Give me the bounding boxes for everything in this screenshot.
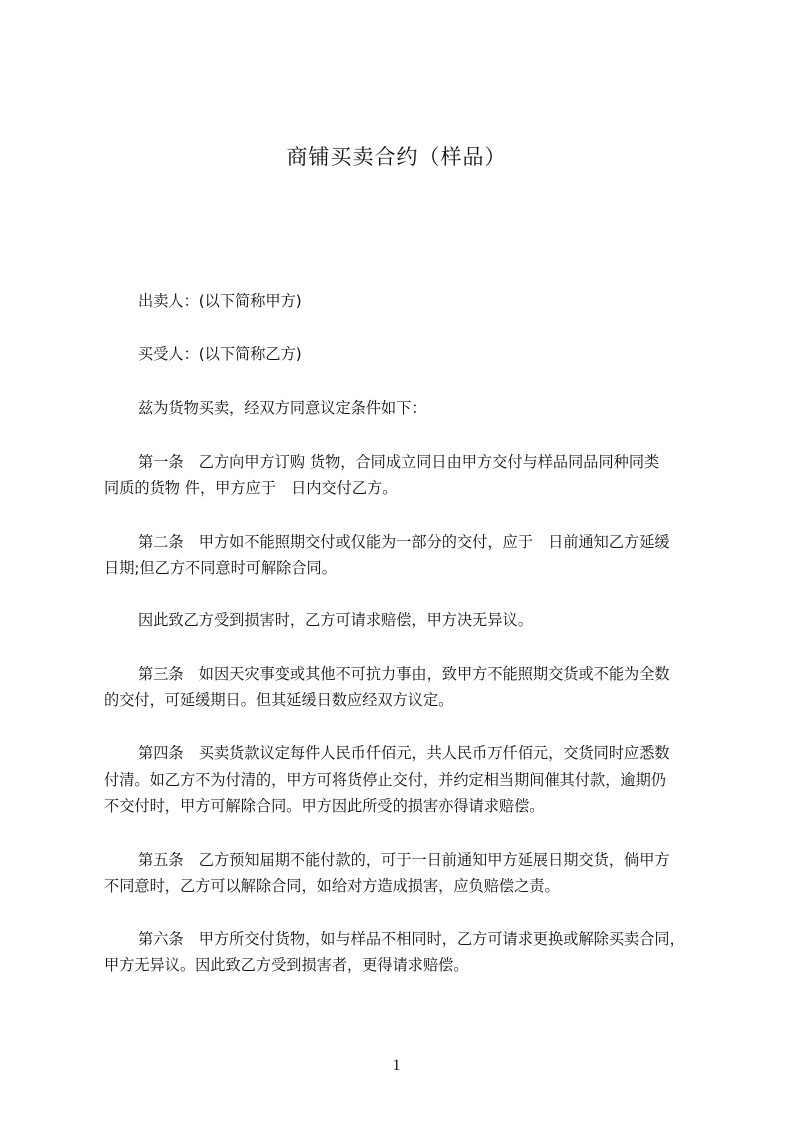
- article-3-line-1: 第三条 如因天灾事变或其他不可抗力事由，致甲方不能照期交货或不能为全数: [138, 665, 670, 683]
- intro-line: 兹为货物买卖，经双方同意议定条件如下：: [138, 399, 427, 417]
- article-4-line-2: 付清。如乙方不为付清的，甲方可将货停止交付，并约定相当期间催其付款，逾期仍: [104, 771, 666, 789]
- article-4-line-3: 不交付时，甲方可解除合同。甲方因此所受的损害亦得请求赔偿。: [104, 797, 545, 815]
- page-number: 1: [392, 1057, 401, 1074]
- article-4-line-1: 第四条 买卖货款议定每件人民币仟佰元，共人民币万仟佰元，交货同时应悉数: [138, 744, 670, 762]
- article-6-line-1: 第六条 甲方所交付货物，如与样品不相同时，乙方可请求更换或解除买卖合同，: [138, 930, 685, 948]
- article-6-line-2: 甲方无异议。因此致乙方受到损害者，更得请求赔偿。: [104, 956, 469, 974]
- article-2-line-2: 日期;但乙方不同意时可解除合同。: [104, 559, 337, 577]
- article-5-line-2: 不同意时，乙方可以解除合同，如给对方造成损害，应负赔偿之责。: [104, 877, 560, 895]
- article-2-line-3: 因此致乙方受到损害时，乙方可请求赔偿，甲方决无异议。: [138, 611, 533, 629]
- document-title: 商铺买卖合约（样品）: [286, 145, 507, 169]
- buyer-line: 买受人：(以下简称乙方): [138, 345, 302, 363]
- article-1-line-2: 同质的货物 件，甲方应于 日内交付乙方。: [104, 479, 398, 497]
- seller-line: 出卖人：(以下简称甲方): [138, 292, 302, 310]
- article-3-line-2: 的交付，可延缓期日。但其延缓日数应经双方议定。: [104, 691, 454, 709]
- article-2-line-1: 第二条 甲方如不能照期交付或仅能为一部分的交付，应于 日前通知乙方延缓: [138, 533, 670, 551]
- article-5-line-1: 第五条 乙方预知届期不能付款的，可于一日前通知甲方延展日期交货，倘甲方: [138, 851, 670, 869]
- article-1-line-1: 第一条 乙方向甲方订购 货物，合同成立同日由甲方交付与样品同品同种同类: [138, 453, 660, 471]
